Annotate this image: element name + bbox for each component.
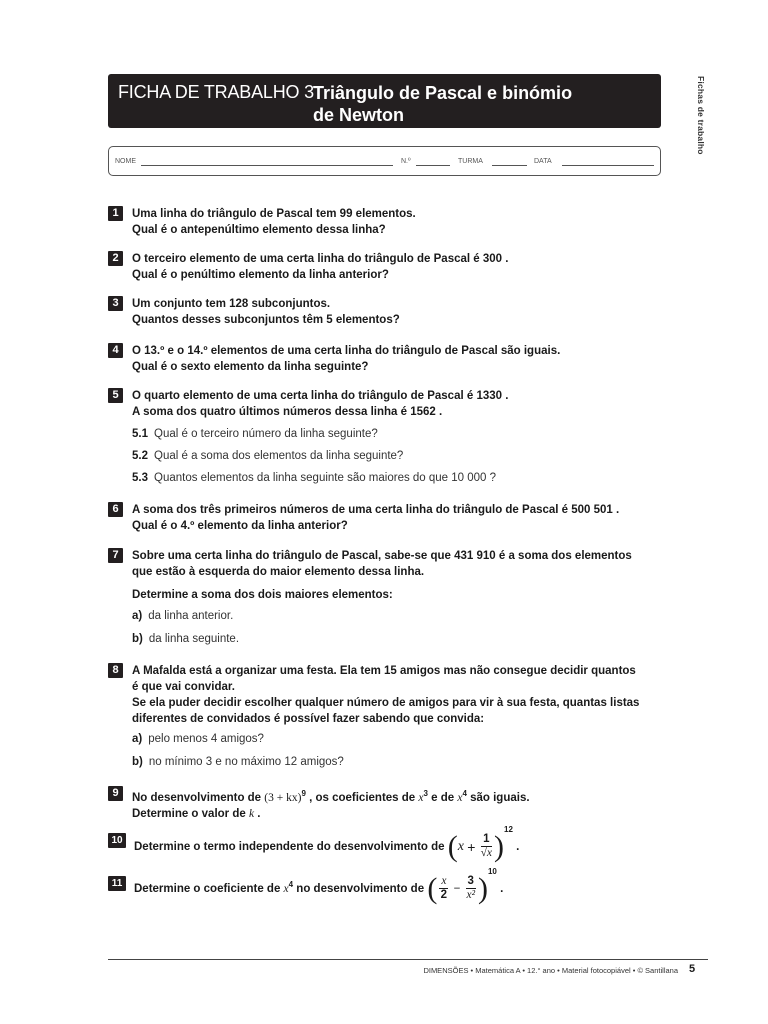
question-number: 10 — [108, 833, 126, 848]
question-text: diferentes de convidados é possível fazer sabendo que convida: — [132, 713, 485, 725]
nome-label: NOME — [115, 158, 136, 165]
question-number: 4 — [108, 343, 123, 358]
question-text: O quarto elemento de uma certa linha do triângulo de Pascal é 1330 . — [132, 390, 509, 402]
question-text: Qual é o penúltimo elemento da linha anterior? — [132, 269, 389, 281]
question-number: 2 — [108, 251, 123, 266]
question-text: Qual é o 4.º elemento da linha anterior? — [132, 520, 348, 532]
nome-field[interactable] — [141, 165, 393, 166]
subquestion-7-a: a) da linha anterior. — [132, 610, 234, 622]
footer-divider — [108, 959, 708, 960]
data-label: DATA — [534, 158, 552, 165]
worksheet-header — [108, 74, 661, 128]
question-number: 9 — [108, 786, 123, 801]
subquestion-7-b: b) da linha seguinte. — [132, 633, 240, 645]
turma-field[interactable] — [492, 165, 527, 166]
turma-label: TURMA — [458, 158, 483, 165]
question-text: Qual é o sexto elemento da linha seguinte? — [132, 361, 369, 373]
question-text: Qual é o antepenúltimo elemento dessa linha? — [132, 224, 386, 236]
fraction: $\frac{3}{\text{x²}}$ — [466, 875, 476, 902]
question-text: Determine o termo independente do desenvolvimento de — [134, 840, 445, 853]
question-text: Determine a soma dos dois maiores elementos: — [132, 589, 393, 601]
fraction: $\frac{1}{√x}$ — [480, 833, 492, 860]
question-text: O 13.º e o 14.º elementos de uma certa linha do triângulo de Pascal são iguais. — [132, 345, 561, 357]
question-text: Determine o coeficiente de — [134, 882, 284, 895]
worksheet-title: Triângulo de Pascal e binómio de Newton — [313, 83, 573, 125]
question-number: 11 — [108, 876, 126, 891]
question-text: Sobre uma certa linha do triângulo de Pascal, sabe-se que 431 910 é a soma dos elementos — [132, 550, 632, 562]
question-text: que estão à esquerda do maior elemento dessa linha. — [132, 566, 425, 578]
question-text: Uma linha do triângulo de Pascal tem 99 elementos. — [132, 208, 416, 220]
question-text: Determine o valor de k . — [132, 807, 261, 820]
subquestion-5-2: 5.2 Qual é a soma dos elementos da linha seguinte? — [132, 450, 404, 462]
question-text: A soma dos três primeiros números de uma certa linha do triângulo de Pascal é 500 501 . — [132, 504, 620, 516]
question-number: 6 — [108, 502, 123, 517]
question-text: é que vai convidar. — [132, 681, 235, 693]
question-number: 5 — [108, 388, 123, 403]
question-text: O terceiro elemento de uma certa linha do triângulo de Pascal é 300 . — [132, 253, 509, 265]
numero-field[interactable] — [416, 165, 450, 166]
subquestion-8-b: b) no mínimo 3 e no máximo 12 amigos? — [132, 756, 344, 768]
side-tab-label: Fichas de trabalho — [696, 76, 706, 155]
numero-label: N.º — [401, 158, 411, 165]
subquestion-5-3: 5.3 Quantos elementos da linha seguinte são maiores do que 10 000 ? — [132, 472, 497, 484]
subquestion-8-a: a) pelo menos 4 amigos? — [132, 733, 264, 745]
question-text: Um conjunto tem 128 subconjuntos. — [132, 298, 331, 310]
page-number: 5 — [689, 963, 696, 975]
fraction: $\frac{x}{2}$ — [440, 875, 448, 902]
data-field[interactable] — [562, 165, 654, 166]
question-text: Quantos desses subconjuntos têm 5 elementos? — [132, 314, 400, 326]
student-info-box — [108, 146, 661, 176]
question-text: A soma dos quatro últimos números dessa linha é 1562 . — [132, 406, 443, 418]
footer-text: DIMENSÕES • Matemática A • 12.° ano • Material fotocopiável • © Santillana — [423, 966, 678, 975]
question-text: A Mafalda está a organizar uma festa. Ela tem 15 amigos mas não consegue decidir quantos — [132, 665, 636, 677]
question-text: No desenvolvimento de (3 + kx)$^9$ , os coeficientes de $x^3$ e de $x^4$ são iguais. — [132, 789, 530, 804]
question-number: 8 — [108, 663, 123, 678]
subquestion-5-1: 5.1 Qual é o terceiro número da linha seguinte? — [132, 428, 378, 440]
worksheet-kicker: FICHA DE TRABALHO 3 — [118, 82, 314, 102]
question-number: 3 — [108, 296, 123, 311]
question-number: 7 — [108, 548, 123, 563]
question-number: 1 — [108, 206, 123, 221]
question-text: Se ela puder decidir escolher qualquer número de amigos para vir à sua festa, quantas listas — [132, 697, 640, 709]
